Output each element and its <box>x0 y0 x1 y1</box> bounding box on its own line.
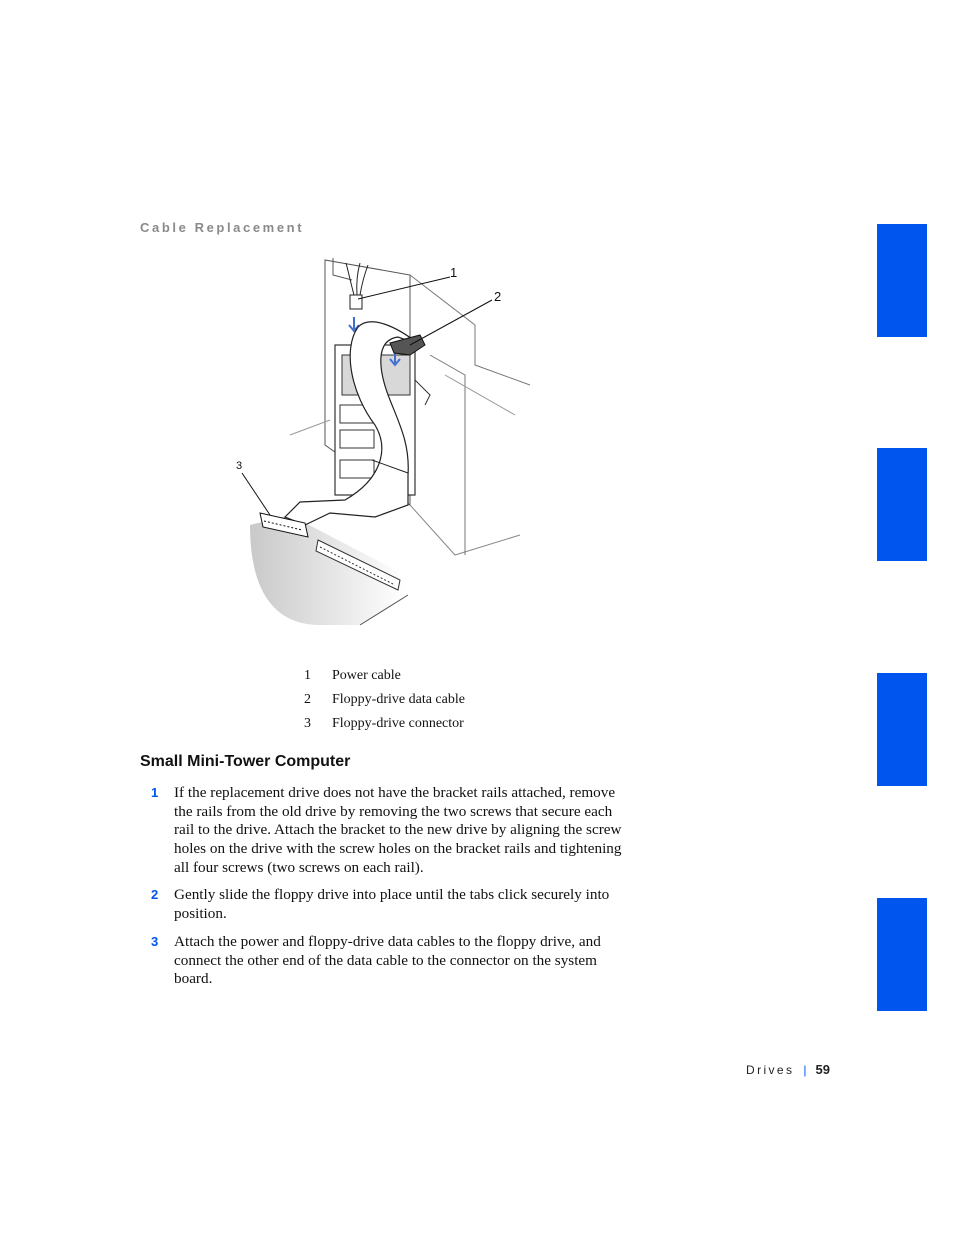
side-tab-marker <box>877 673 927 786</box>
side-tab-marker <box>877 448 927 561</box>
step-number: 1 <box>151 785 159 800</box>
page-number: 59 <box>815 1062 830 1077</box>
procedure-step <box>140 886 640 923</box>
callout-number: 3 <box>304 716 311 731</box>
step-number: 3 <box>151 934 159 949</box>
procedure-step <box>140 933 640 989</box>
side-tab-marker <box>877 224 927 337</box>
side-tab-marker <box>877 898 927 1011</box>
step-text: If the replacement drive does not have the bracket rails attached, remove the rails from the old drive by removing the two screws that secure each rail to the drive. Attach the bracket to the new drive by aligning the screw holes on the drive with the screw holes on the bracket rails and tightening all four screws (two screws on each rail). <box>174 784 622 876</box>
callout-label: Power cable <box>332 668 401 683</box>
page-footer <box>746 1062 830 1077</box>
footer-separator: | <box>803 1063 807 1077</box>
step-text: Attach the power and floppy-drive data cables to the floppy drive, and connect the other end of the data cable to the connector on the system board. <box>174 933 601 988</box>
step-text: Gently slide the floppy drive into place until the tabs click securely into position. <box>174 886 610 922</box>
callout-number: 2 <box>304 692 311 707</box>
figure-title: Cable Replacement <box>140 220 305 235</box>
footer-section-name: Drives <box>746 1063 795 1077</box>
callout-label: Floppy-drive data cable <box>332 692 465 707</box>
callout-mark-1: 1 <box>450 265 458 280</box>
section-heading: Small Mini-Tower Computer <box>140 753 351 770</box>
callout-label: Floppy-drive connector <box>332 716 464 731</box>
callout-mark-3: 3 <box>236 460 243 472</box>
procedure-step <box>140 784 640 878</box>
cable-replacement-illustration <box>230 255 550 635</box>
step-number: 2 <box>151 887 159 902</box>
callout-mark-2: 2 <box>494 289 502 304</box>
callout-number: 1 <box>304 668 311 683</box>
